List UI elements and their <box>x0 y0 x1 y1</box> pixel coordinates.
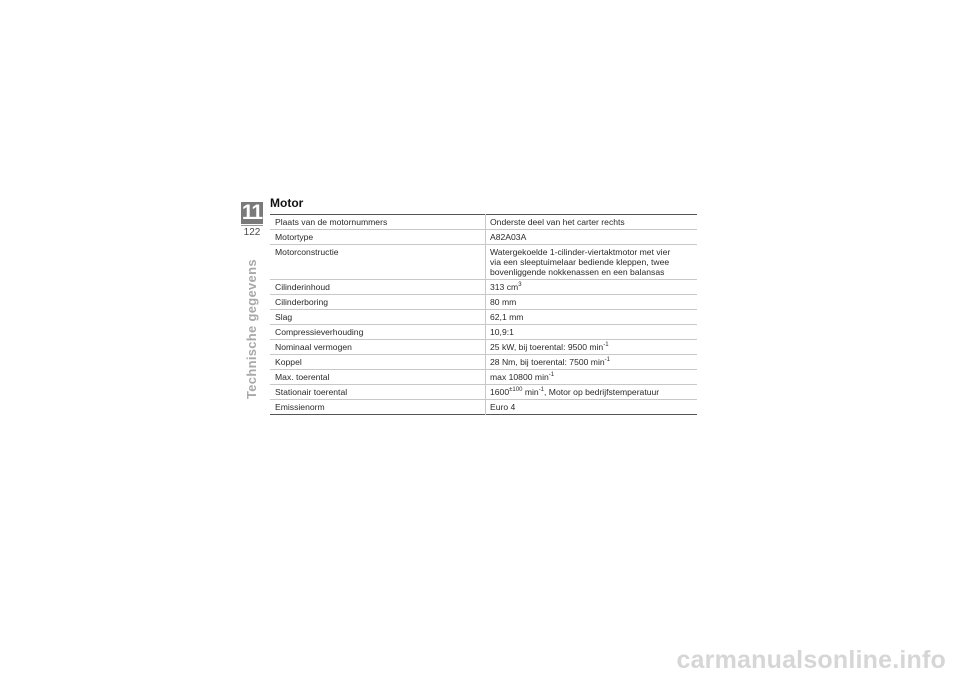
table-row <box>270 280 697 295</box>
page-number: 122 <box>241 225 263 239</box>
spec-label: Stationair toerental <box>270 385 486 400</box>
spec-label: Cilinderinhoud <box>270 280 486 295</box>
spec-value: 62,1 mm <box>486 310 698 325</box>
table-row <box>270 370 697 385</box>
spec-label: Plaats van de motornummers <box>270 215 486 230</box>
spec-label: Slag <box>270 310 486 325</box>
table-row <box>270 215 697 230</box>
spec-value: A82A03A <box>486 230 698 245</box>
spec-label: Nominaal vermogen <box>270 340 486 355</box>
chapter-badge <box>241 202 263 239</box>
spec-value <box>486 385 698 400</box>
spec-label: Koppel <box>270 355 486 370</box>
spec-value-text: 28 Nm, bij toerental: 7500 min <box>490 357 605 367</box>
spec-value-text: 313 cm <box>490 282 519 292</box>
spec-value-text: 25 kW, bij toerental: 9500 min <box>490 342 604 352</box>
table-row <box>270 355 697 370</box>
spec-value <box>486 340 698 355</box>
watermark: carmanualsonline.info <box>676 646 946 674</box>
spec-label: Compressieverhouding <box>270 325 486 340</box>
spec-value-superscript: -1 <box>538 387 545 393</box>
section-title: Motor <box>270 196 304 210</box>
table-row <box>270 400 697 415</box>
spec-value: Watergekoelde 1-cilinder-viertaktmotor met vier via een sleeptuimelaar bediende kleppen, twee bovenliggende nokkenassen en een balansas <box>486 245 698 280</box>
spec-value-superscript: -1 <box>603 342 609 348</box>
table-row <box>270 325 697 340</box>
table-row <box>270 245 697 280</box>
spec-value: Onderste deel van het carter rechts <box>486 215 698 230</box>
spec-value-text: max 10800 min <box>490 372 549 382</box>
table-row <box>270 385 697 400</box>
spec-value-text: 1600 <box>490 387 510 397</box>
spec-value-text: min <box>522 387 539 397</box>
engine-spec-table <box>270 214 697 415</box>
spec-value-superscript: -1 <box>548 372 555 378</box>
spec-value-superscript: 3 <box>518 282 522 288</box>
table-row <box>270 230 697 245</box>
spec-label: Emissienorm <box>270 400 486 415</box>
spec-value: 80 mm <box>486 295 698 310</box>
spec-value-text: , Motor op bedrijfstemperatuur <box>544 387 660 397</box>
spec-label: Motorconstructie <box>270 245 486 280</box>
table-row <box>270 340 697 355</box>
spec-label: Motortype <box>270 230 486 245</box>
spec-value: 10,9:1 <box>486 325 698 340</box>
chapter-side-title: Technische gegevens <box>244 259 259 399</box>
table-row <box>270 295 697 310</box>
spec-value <box>486 370 698 385</box>
spec-value-superscript: ±100 <box>509 387 523 393</box>
table-row <box>270 310 697 325</box>
spec-value-superscript: -1 <box>604 357 610 363</box>
spec-label: Max. toerental <box>270 370 486 385</box>
spec-label: Cilinderboring <box>270 295 486 310</box>
spec-value <box>486 355 698 370</box>
spec-value <box>486 280 698 295</box>
chapter-number: 11 <box>241 201 263 224</box>
spec-value: Euro 4 <box>490 402 516 412</box>
